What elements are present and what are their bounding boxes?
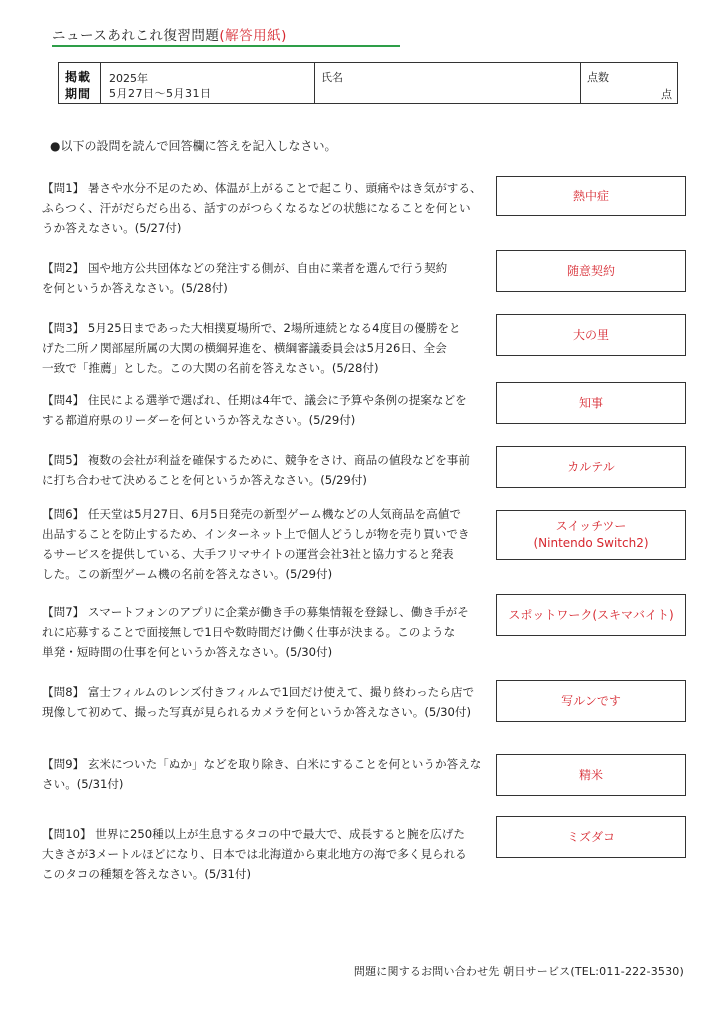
info-table: [58, 62, 678, 104]
question-7: 【問7】 スマートフォンのアプリに企業が働き手の募集情報を登録し、働き手がそ れに応募することで面接無しで1日や数時間だけ働く仕事が決まる。このような 単発・短時間の仕事を何というか答えなさい。(5/30付): [42, 605, 469, 659]
page-title: [52, 24, 400, 44]
question-4: 【問4】 住民による選挙で選ばれ、任期は4年で、議会に予算や条例の提案などを する都道府県のリーダーを何というか答えなさい。(5/29付): [42, 393, 467, 427]
contact-footer: 問題に関するお問い合わせ先 朝日サービス(TEL:011-222-3530): [353, 965, 684, 978]
answer-box-9[interactable]: 精米: [496, 754, 686, 796]
title-text: ニュースあれこれ復習問題: [52, 28, 220, 44]
question-5: 【問5】 複数の会社が利益を確保するために、競争をさけ、商品の値段などを事前 に打ち合わせて決めることを何というか答えなさい。(5/29付): [42, 453, 470, 487]
question-10: 【問10】 世界に250種以上が生息するタコの中で最大で、成長すると腕を広げた 大きさが3メートルほどになり、日本では北海道から東北地方の海で多く見られる このタコの種類を答えなさい。(5/31付): [42, 827, 467, 881]
name-label: 氏名: [321, 71, 343, 84]
instruction-text: ●以下の設問を読んで回答欄に答えを記入しなさい。: [50, 139, 337, 153]
answer-box-5[interactable]: カルテル: [496, 446, 686, 488]
answer-box-7[interactable]: スポットワーク(スキマバイト): [496, 594, 686, 636]
title-suffix: (解答用紙): [219, 28, 287, 44]
question-9: 【問9】 玄米についた「ぬか」などを取り除き、白米にすることを何というか答えな さい。(5/31付): [42, 757, 482, 791]
question-1: 【問1】 暑さや水分不足のため、体温が上がることで起こり、頭痛やはき気がする、 ふらつく、汗がだらだら出る、話すのがつらくなるなどの状態になることを何とい うか答えなさい。(5/27付): [42, 181, 482, 235]
page-header: [52, 24, 400, 46]
answer-box-1[interactable]: 熱中症: [496, 176, 686, 216]
score-field[interactable]: [581, 63, 678, 103]
question-6: 【問6】 任天堂は5月27日、6月5日発売の新型ゲーム機などの人気商品を高値で 出品することを防止するため、インターネット上で個人どうしが物を売り買いでき るサービスを提供している、大手フリマサイトの運営会社3社と協力すると発表 した。この新型ゲーム機の名前を答えなさい。(5/29付): [42, 507, 470, 581]
question-2: 【問2】 国や地方公共団体などの発注する側が、自由に業者を選んで行う契約 を何というか答えなさい。(5/28付): [42, 261, 448, 295]
period-dates: 5月27日〜5月31日: [109, 87, 212, 100]
period-label-cell: [59, 63, 101, 103]
period-label-2: 期間: [65, 87, 92, 101]
period-year: 2025年: [109, 72, 148, 85]
answer-box-4[interactable]: 知事: [496, 382, 686, 424]
question-8: 【問8】 富士フィルムのレンズ付きフィルムで1回だけ使えて、撮り終わったら店で 現像して初めて、撮った写真が見られるカメラを何というか答えなさい。(5/30付): [42, 685, 475, 719]
period-label-1: 掲載: [65, 70, 92, 84]
score-label: 点数: [587, 71, 609, 84]
answer-box-8[interactable]: 写ルンです: [496, 680, 686, 722]
period-value-cell: [101, 63, 315, 103]
answer-box-3[interactable]: 大の里: [496, 314, 686, 356]
score-unit: 点: [661, 88, 672, 101]
name-field[interactable]: [315, 63, 581, 103]
answer-box-2[interactable]: 随意契約: [496, 250, 686, 292]
question-3: 【問3】 5月25日まであった大相撲夏場所で、2場所連続となる4度目の優勝をと げた二所ノ関部屋所属の大関の横綱昇進を、横綱審議委員会は5月26日、全会 一致で「推薦」とした。この大関の名前を答えなさい。(5/28付): [42, 321, 461, 375]
answer-box-10[interactable]: ミズダコ: [496, 816, 686, 858]
answer-box-6[interactable]: スイッチツー (Nintendo Switch2): [496, 510, 686, 560]
title-underline: [52, 45, 400, 47]
